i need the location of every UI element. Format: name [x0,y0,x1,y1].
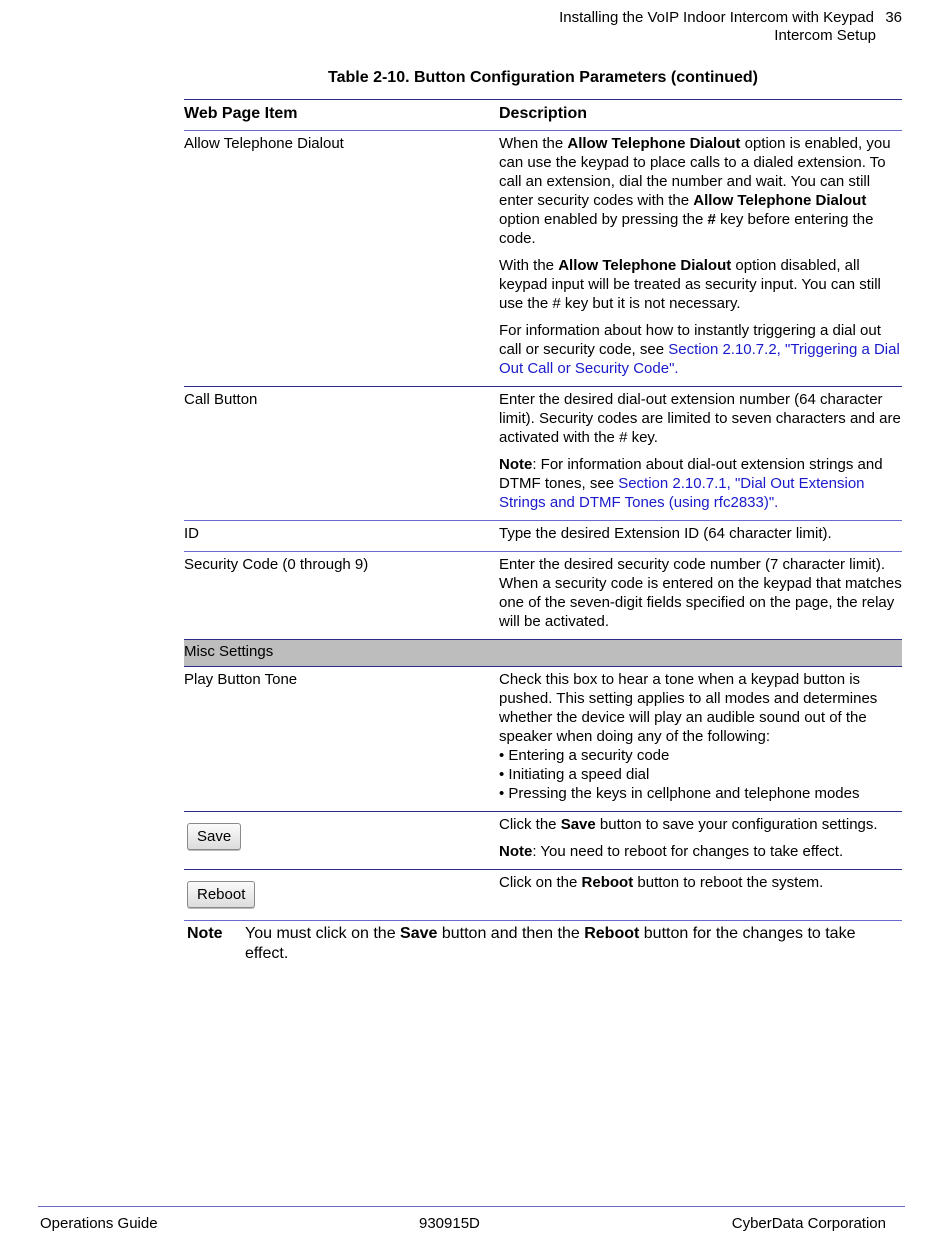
column-header-item: Web Page Item [184,100,499,131]
note-label: Note [187,925,223,942]
row-description [499,387,902,521]
page-number: 36 [885,9,902,26]
bullet-item: • Initiating a speed dial [499,766,650,783]
row-description: Enter the desired security code number (7 character limit). When a security code is entered on the keypad that matches one of the seven-digit fields specified on the page, the relay will be activated. [499,552,902,640]
description-paragraph: With the Allow Telephone Dialout option disabled, all keypad input will be treated as security input. You can still use the # key but it is not necessary. [499,257,881,312]
row-item-label: Play Button Tone [184,671,298,688]
row-description [499,667,902,812]
table-row [184,521,902,552]
row-item-label: Security Code (0 through 9) [184,552,499,640]
table-caption: Table 2-10. Button Configuration Parameters (continued) [328,69,758,86]
table-row [184,812,902,870]
footer-right: CyberData Corporation [731,1215,886,1232]
description-paragraph: Click on the Reboot button to reboot the system. [499,874,824,891]
table-row [184,387,902,521]
row-item-cell [184,870,499,921]
description-paragraph: Click the Save button to save your configuration settings. [499,816,878,833]
description-paragraph: For information about how to instantly triggering a dial out call or security code, see Section 2.10.7.2, "Triggering a Dial Out Call or Security Code". [499,322,900,377]
table-header-row [184,100,902,131]
reboot-button[interactable]: Reboot [187,881,255,908]
description-paragraph: When the Allow Telephone Dialout option is enabled, you can use the keypad to place calls to a dialed extension. To call an extension, dial the number and wait. You can still enter security codes with the Allow Telephone Dialout option enabled by pressing the # key before entering the code. [499,135,891,247]
table-row [184,131,902,387]
row-description: Type the desired Extension ID (64 character limit). [499,521,902,552]
row-item-label: ID [184,521,499,552]
table-row [184,870,902,921]
header-subtitle: Intercom Setup [774,27,876,44]
section-link[interactable]: Section 2.10.7.1, "Dial Out Extension Strings and DTMF Tones (using rfc2833)". [499,475,865,511]
parameters-table [184,99,902,921]
footer-left: Operations Guide [40,1215,158,1232]
row-item-cell [184,812,499,870]
description-paragraph: Enter the desired dial-out extension number (64 character limit). Security codes are limited to seven characters and are activated with the # key. [499,391,901,446]
table-row [184,667,902,812]
bullet-item: • Entering a security code [499,747,670,764]
description-note: Note: For information about dial-out extension strings and DTMF tones, see Section 2.10.7.1, "Dial Out Extension Strings and DTMF Tones (using rfc2833)". [499,456,883,511]
page-header [559,9,902,45]
table-row [184,552,902,640]
section-link[interactable]: Section 2.10.7.2, "Triggering a Dial Out Call or Security Code". [499,341,900,377]
header-title: Installing the VoIP Indoor Intercom with Keypad [559,9,874,26]
section-title: Misc Settings [184,640,902,667]
column-header-description: Description [499,100,902,131]
bullet-item: • Pressing the keys in cellphone and telephone modes [499,785,860,802]
section-row [184,640,902,667]
row-item-label: Call Button [184,387,499,521]
save-button[interactable]: Save [187,823,241,850]
row-description [499,812,902,870]
note-text: You must click on the Save button and then the Reboot button for the changes to take effect. [245,925,856,962]
description-paragraph: Check this box to hear a tone when a keypad button is pushed. This setting applies to all modes and determines whether the device will play an audible sound out of the speaker when doing any of the following: [499,671,878,745]
description-note: Note: You need to reboot for changes to take effect. [499,843,844,860]
footer-rule [38,1206,905,1207]
row-item-label: Allow Telephone Dialout [184,131,499,387]
row-description [499,870,902,921]
footer-center: 930915D [419,1215,480,1232]
row-description [499,131,902,387]
note-block [187,924,877,964]
